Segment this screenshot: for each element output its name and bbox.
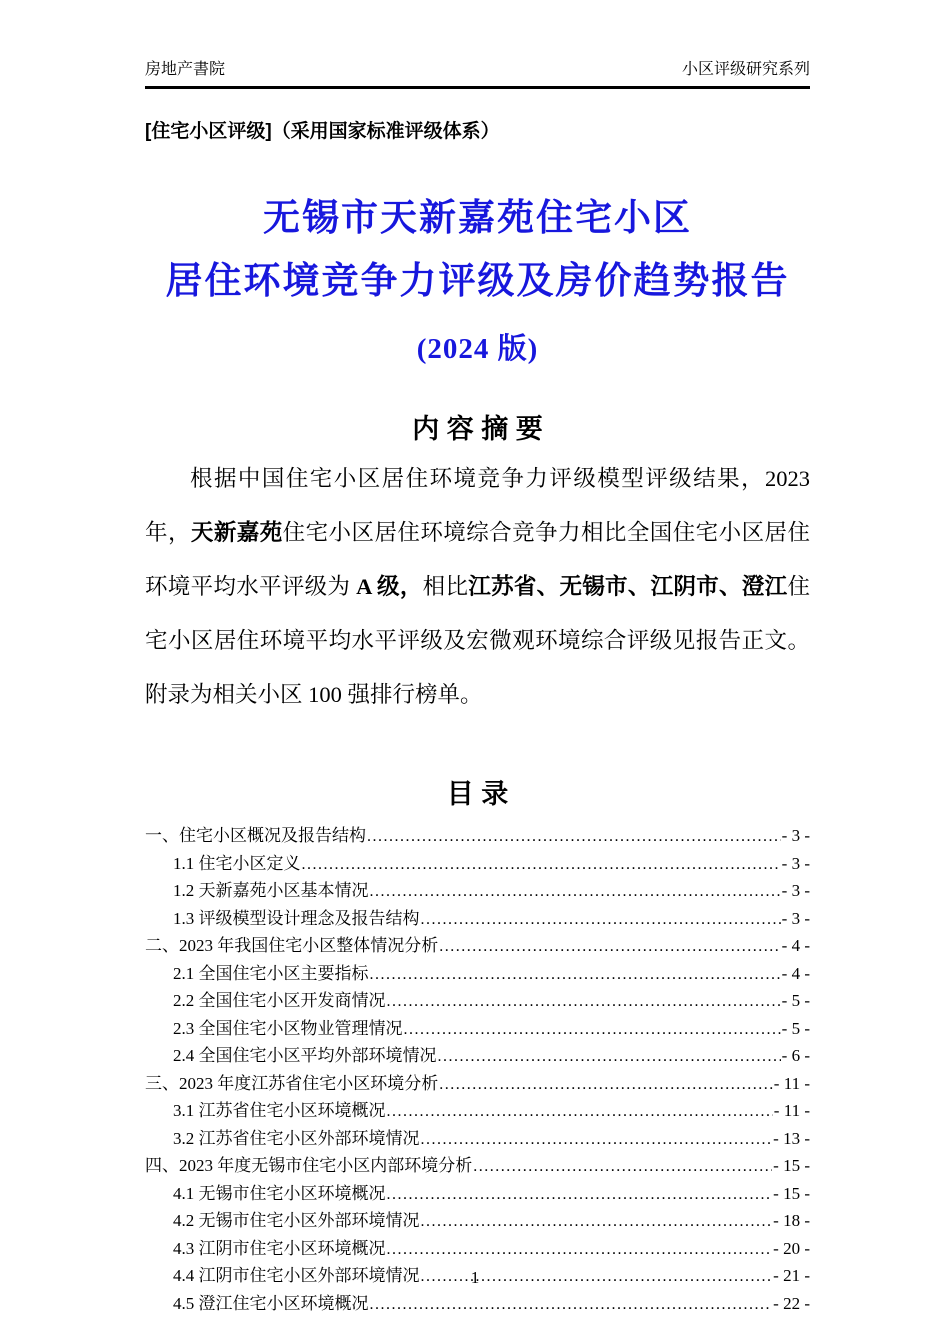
toc-entry-label: 1.3 评级模型设计理念及报告结构 [173, 908, 420, 928]
toc-entry[interactable] [145, 1153, 810, 1181]
toc-leader-dots [421, 1127, 773, 1154]
toc-leader-dots [370, 879, 781, 906]
toc-leader-dots [421, 1209, 773, 1236]
toc-entry-page: - 3 - [781, 908, 810, 928]
toc-leader-dots [387, 1182, 773, 1209]
toc-entry-label: 2.2 全国住宅小区开发商情况 [173, 991, 386, 1010]
page-number: 1 [470, 1268, 480, 1287]
summary-text-segment: 住宅小区居住环境平均水平评级及宏微观环境综合评级见报告正文。附录为相关小区 100 强排行榜单。 [145, 574, 810, 707]
toc-entry-page: - 21 - [773, 1266, 810, 1285]
toc-entry-label: 3.2 江苏省住宅小区外部环境情况 [173, 1128, 420, 1148]
toc-entry-label: 三、2023 年度江苏省住宅小区环境分析 [145, 1073, 439, 1093]
toc-entry-page: - 15 - [773, 1183, 810, 1203]
toc-entry-page: - 3 - [781, 826, 810, 845]
series-tagline: [住宅小区评级]（采用国家标准评级体系） [145, 121, 500, 142]
toc-entry[interactable] [145, 1098, 810, 1126]
toc-entry-page: - 4 - [781, 936, 810, 955]
toc-list [145, 823, 810, 1318]
toc-entry-label: 一、住宅小区概况及报告结构 [145, 826, 366, 845]
toc-entry[interactable] [145, 906, 810, 934]
toc-leader-dots [438, 1044, 781, 1071]
report-title-edition: (2024 版) [416, 333, 539, 365]
toc-leader-dots [439, 934, 780, 961]
toc-entry[interactable] [145, 1071, 810, 1099]
toc-leader-dots [439, 1072, 773, 1099]
toc-entry[interactable] [145, 1126, 810, 1154]
toc-entry-label: 4.4 江阴市住宅小区外部环境情况 [173, 1266, 420, 1285]
summary-heading: 内 容 摘 要 [412, 414, 543, 444]
toc-entry-page: - 11 - [773, 1101, 810, 1120]
toc-entry-page: - 11 - [773, 1073, 810, 1093]
toc-leader-dots [370, 962, 781, 989]
toc-entry-label: 2.4 全国住宅小区平均外部环境情况 [173, 1046, 437, 1065]
summary-text-segment: A 级， [356, 574, 423, 599]
summary-text-segment: 江苏省、无锡市、江阴市、澄江 [468, 574, 788, 599]
toc-entry-page: - 3 - [781, 853, 810, 873]
toc-entry[interactable] [145, 1043, 810, 1071]
toc-leader-dots [370, 1292, 773, 1319]
toc-entry[interactable] [145, 851, 810, 879]
summary-text-segment: 住宅小区居住环境综合竞争力相比全国住宅小区居住环境平均水平评级为 [145, 520, 810, 599]
toc-entry[interactable] [145, 1208, 810, 1236]
toc-entry[interactable] [145, 988, 810, 1016]
toc-leader-dots [302, 852, 781, 879]
toc-entry[interactable] [145, 1291, 810, 1319]
toc-entry[interactable] [145, 961, 810, 989]
toc-entry-page: - 5 - [781, 1018, 810, 1038]
toc-entry-page: - 3 - [781, 881, 810, 900]
toc-entry[interactable] [145, 823, 810, 851]
toc-entry[interactable] [145, 1236, 810, 1264]
header-left-text: 房地产書院 [145, 61, 226, 78]
toc-entry-label: 4.2 无锡市住宅小区外部环境情况 [173, 1211, 420, 1230]
toc-entry-label: 2.1 全国住宅小区主要指标 [173, 963, 369, 983]
toc-leader-dots [404, 1017, 781, 1044]
toc-entry-label: 4.1 无锡市住宅小区环境概况 [173, 1183, 386, 1203]
report-title [145, 187, 810, 369]
summary-text-segment: 根据中国住宅小区居住环境竞争力评级模型评级结果，2023 年， [145, 466, 810, 545]
summary-text-segment: 相比 [422, 574, 469, 599]
header-right-text: 小区评级研究系列 [681, 61, 810, 78]
report-title-line-2: 居住环境竞争力评级及房价趋势报告 [165, 261, 790, 302]
toc-entry-page: - 18 - [773, 1211, 810, 1230]
toc-leader-dots [473, 1154, 772, 1181]
toc-entry[interactable] [145, 1016, 810, 1044]
toc-leader-dots [421, 907, 781, 934]
toc-entry[interactable] [145, 1181, 810, 1209]
toc-leader-dots [367, 824, 781, 851]
toc-entry-page: - 4 - [781, 963, 810, 983]
toc-entry-label: 四、2023 年度无锡市住宅小区内部环境分析 [145, 1156, 473, 1175]
toc-entry-label: 1.1 住宅小区定义 [173, 853, 301, 873]
summary-text-segment: 天新嘉苑 [190, 520, 283, 545]
toc-heading: 目 录 [446, 779, 509, 809]
toc-entry-label: 3.1 江苏省住宅小区环境概况 [173, 1101, 386, 1120]
toc-entry-label: 2.3 全国住宅小区物业管理情况 [173, 1018, 403, 1038]
toc-leader-dots [387, 989, 781, 1016]
toc-entry-page: - 22 - [773, 1293, 810, 1313]
toc-entry-page: - 20 - [773, 1238, 810, 1258]
toc-entry[interactable] [145, 933, 810, 961]
document-header [145, 56, 810, 89]
toc-leader-dots [387, 1237, 773, 1264]
toc-entry-page: - 15 - [773, 1156, 810, 1175]
toc-entry-label: 二、2023 年我国住宅小区整体情况分析 [145, 936, 439, 955]
toc-entry-label: 1.2 天新嘉苑小区基本情况 [173, 881, 369, 900]
toc-entry-page: - 13 - [773, 1128, 810, 1148]
summary-paragraph [145, 452, 810, 722]
toc-entry-page: - 5 - [781, 991, 810, 1010]
toc-entry-label: 4.3 江阴市住宅小区环境概况 [173, 1238, 386, 1258]
toc-entry-page: - 6 - [781, 1046, 810, 1065]
toc-entry[interactable] [145, 878, 810, 906]
report-title-line-1: 无锡市天新嘉苑住宅小区 [263, 198, 692, 239]
toc-leader-dots [387, 1099, 773, 1126]
toc-entry-label: 4.5 澄江住宅小区环境概况 [173, 1293, 369, 1313]
